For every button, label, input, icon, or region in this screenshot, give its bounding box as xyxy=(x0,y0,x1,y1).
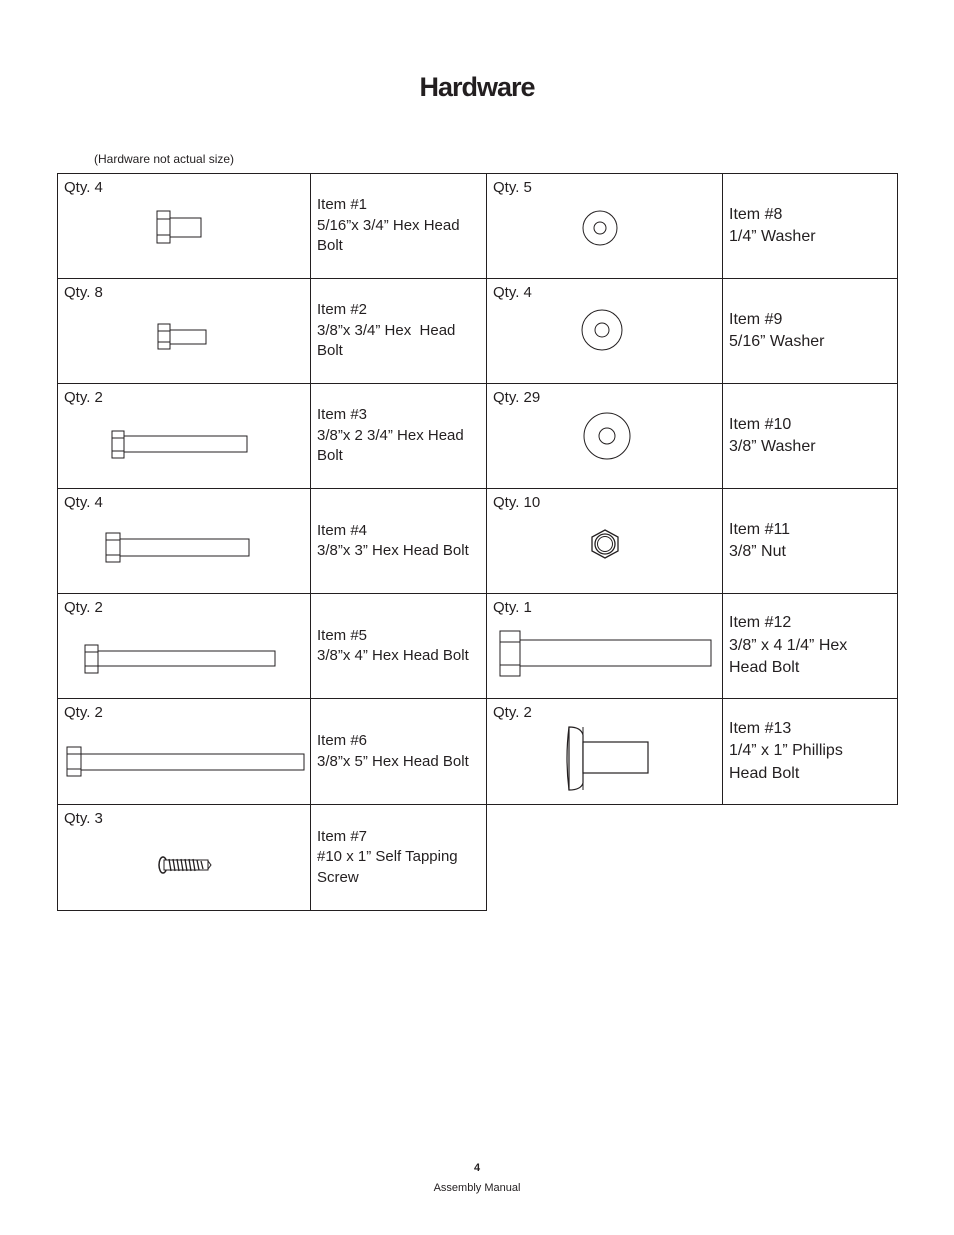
item-description: 5/16” Washer xyxy=(729,333,825,350)
hex-bolt-icon xyxy=(58,699,312,806)
hardware-picture-cell xyxy=(57,278,311,384)
hardware-desc-cell xyxy=(310,278,487,384)
quantity-label: Qty. 1 xyxy=(493,599,532,616)
hex-bolt-icon xyxy=(58,489,312,595)
washer-icon xyxy=(487,279,724,385)
footer-text: Assembly Manual xyxy=(433,1182,521,1194)
hardware-desc-cell xyxy=(310,488,487,594)
item-description: 3/8”x 4” Hex Head Bolt xyxy=(317,647,469,664)
size-note: (Hardware not actual size) xyxy=(94,152,235,166)
hardware-desc-cell xyxy=(310,804,487,911)
hardware-desc-cell xyxy=(310,698,487,805)
hardware-desc-cell xyxy=(722,698,898,805)
quantity-label: Qty. 2 xyxy=(493,704,532,721)
item-number: Item #12 xyxy=(729,614,792,632)
quantity-label: Qty. 8 xyxy=(64,284,103,301)
hardware-picture-cell xyxy=(486,593,723,699)
hardware-picture-cell xyxy=(486,488,723,594)
hardware-picture-cell xyxy=(57,698,311,805)
quantity-label: Qty. 5 xyxy=(493,179,532,196)
self-tapping-screw-icon xyxy=(58,805,312,912)
item-description: #10 x 1” Self Tapping xyxy=(317,848,458,866)
hardware-picture-cell xyxy=(486,383,723,489)
quantity-label: Qty. 4 xyxy=(493,284,532,301)
item-description: 3/8”x 3” Hex Head Bolt xyxy=(317,542,469,559)
hardware-picture-cell xyxy=(57,804,311,911)
quantity-label: Qty. 4 xyxy=(64,494,103,511)
hardware-desc-cell xyxy=(722,593,898,699)
hex-bolt-icon xyxy=(487,594,724,700)
hardware-picture-cell xyxy=(57,593,311,699)
item-number: Item #7 xyxy=(317,827,368,845)
hardware-picture-cell xyxy=(57,488,311,594)
item-number: Item #6 xyxy=(317,732,368,749)
hardware-desc-cell xyxy=(310,383,487,489)
item-description-cont: Bolt xyxy=(317,342,343,360)
washer-icon xyxy=(487,174,724,280)
item-description: 1/4” Washer xyxy=(729,228,816,245)
hardware-picture-cell xyxy=(57,173,311,279)
item-number: Item #8 xyxy=(729,205,783,223)
quantity-label: Qty. 2 xyxy=(64,389,103,406)
quantity-label: Qty. 10 xyxy=(493,494,541,511)
item-description-cont: Screw xyxy=(317,868,359,886)
hardware-picture-cell xyxy=(486,278,723,384)
quantity-label: Qty. 2 xyxy=(64,599,103,616)
quantity-label: Qty. 2 xyxy=(64,704,103,721)
hardware-desc-cell xyxy=(722,173,898,279)
hex-bolt-icon xyxy=(58,594,312,700)
item-number: Item #2 xyxy=(317,301,368,319)
item-description: 3/8”x 5” Hex Head Bolt xyxy=(317,752,469,770)
phillips-bolt-icon xyxy=(487,699,724,806)
item-description: 1/4” x 1” Phillips xyxy=(729,742,843,760)
hardware-picture-cell xyxy=(57,383,311,489)
quantity-label: Qty. 3 xyxy=(64,810,103,827)
page-number: 4 xyxy=(473,1162,481,1174)
hardware-picture-cell xyxy=(486,173,723,279)
hardware-desc-cell xyxy=(722,278,898,384)
hardware-desc-cell xyxy=(722,488,898,594)
item-number: Item #11 xyxy=(729,520,791,538)
quantity-label: Qty. 29 xyxy=(493,389,541,406)
item-number: Item #10 xyxy=(729,415,792,433)
washer-icon xyxy=(487,384,724,490)
hex-bolt-icon xyxy=(58,279,312,385)
quantity-label: Qty. 4 xyxy=(64,179,103,196)
item-description: 3/8” Washer xyxy=(729,438,816,455)
item-description: 3/8”x 3/4” Hex Head xyxy=(317,321,456,339)
item-number: Item #9 xyxy=(729,310,783,328)
item-description-cont: Head Bolt xyxy=(729,659,800,677)
page-title: Hardware xyxy=(419,72,535,102)
item-number: Item #1 xyxy=(317,196,368,214)
hardware-desc-cell xyxy=(310,173,487,279)
item-number: Item #3 xyxy=(317,406,368,424)
item-number: Item #5 xyxy=(317,626,368,644)
hardware-desc-cell xyxy=(722,383,898,489)
item-description-cont: Head Bolt xyxy=(729,764,800,782)
item-description: 3/8” x 4 1/4” Hex xyxy=(729,636,848,654)
hex-bolt-icon xyxy=(58,384,312,490)
hardware-picture-cell xyxy=(486,698,723,805)
hardware-desc-cell xyxy=(310,593,487,699)
item-description: 3/8”x 2 3/4” Hex Head xyxy=(317,426,464,444)
hex-bolt-icon xyxy=(58,174,312,280)
item-description: 3/8” Nut xyxy=(729,543,786,560)
item-number: Item #4 xyxy=(317,521,368,539)
item-description-cont: Bolt xyxy=(317,237,343,255)
item-description: 5/16”x 3/4” Hex Head xyxy=(317,216,460,234)
item-number: Item #13 xyxy=(729,719,792,737)
hex-nut-icon xyxy=(487,489,724,595)
item-description-cont: Bolt xyxy=(317,447,343,465)
